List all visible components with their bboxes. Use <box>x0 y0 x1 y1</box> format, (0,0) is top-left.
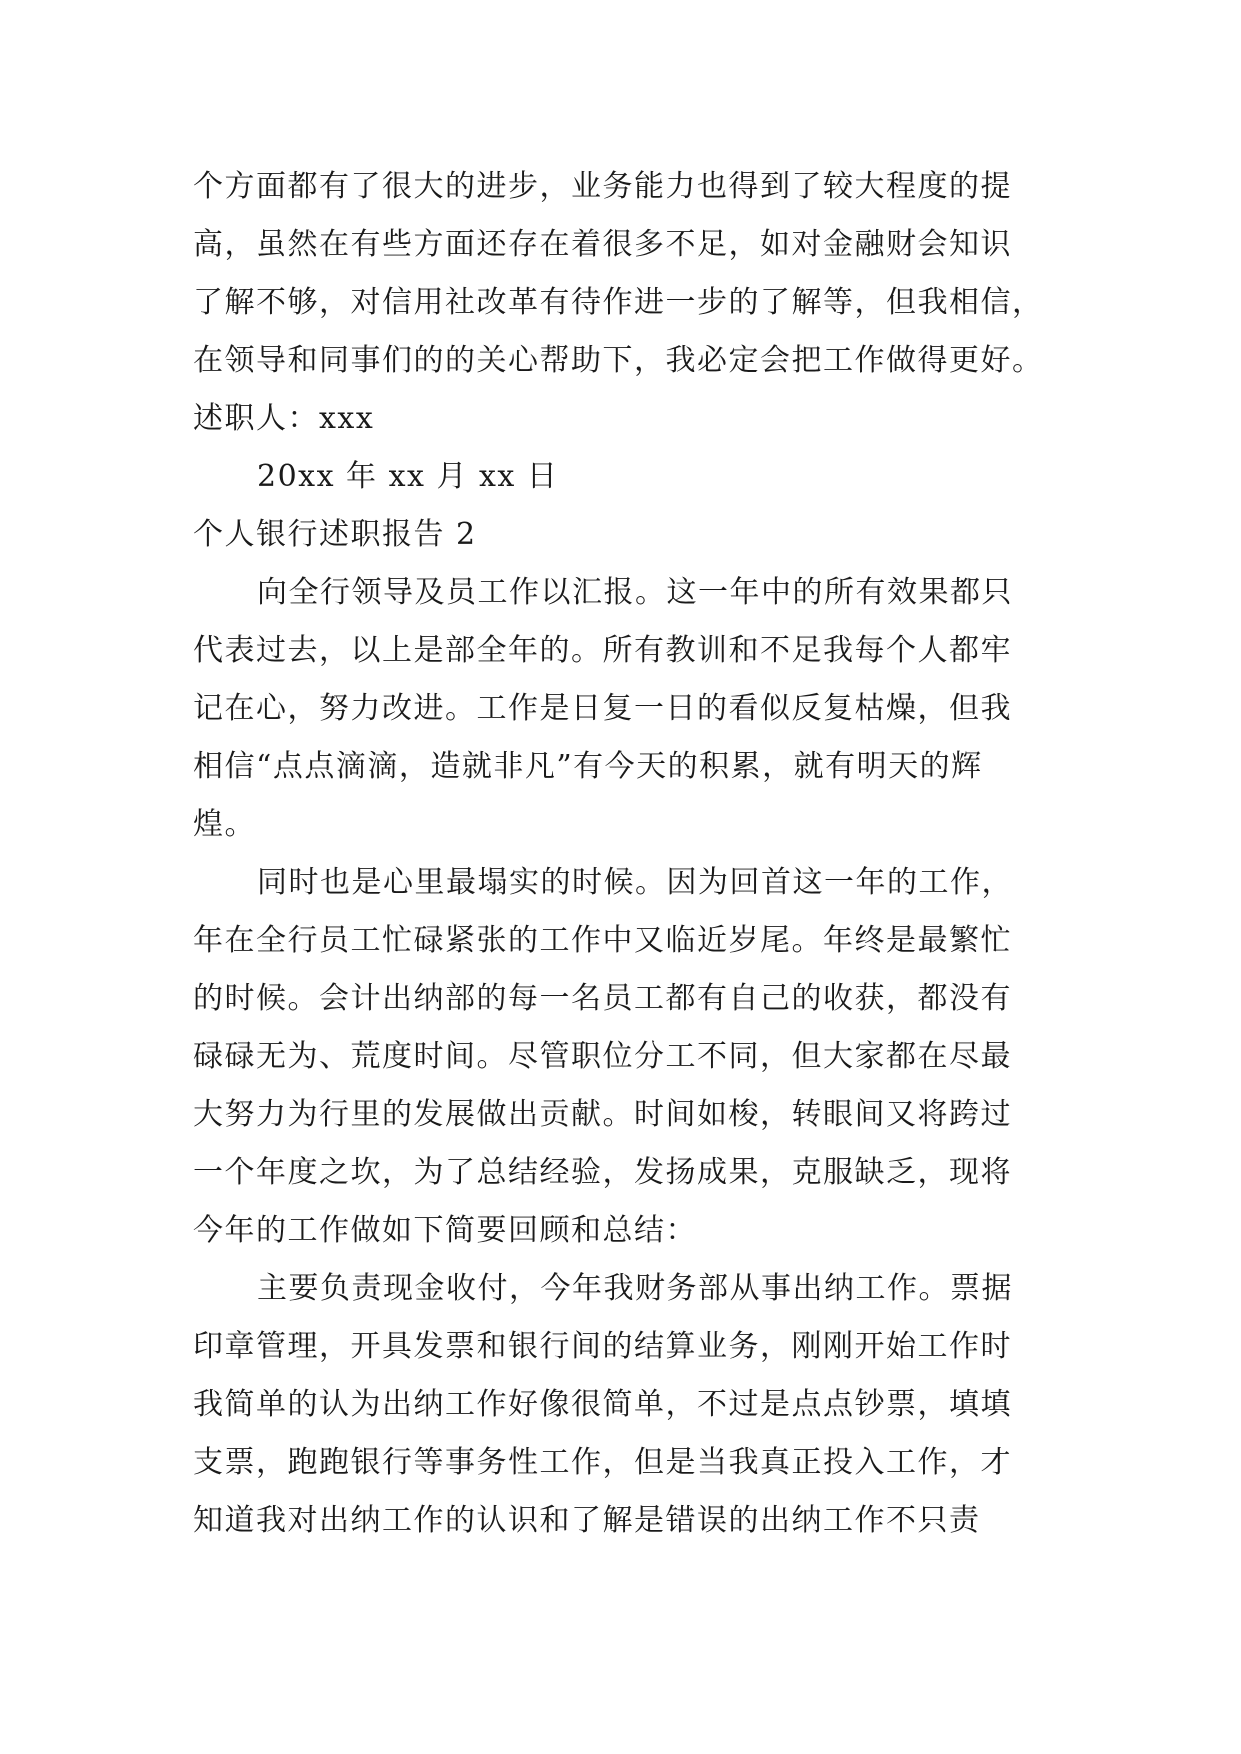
paragraph-line: 相信“点点滴滴，造就非凡”有今天的积累，就有明天的辉 <box>193 749 983 784</box>
section-title: 个人银行述职报告 2 <box>193 517 477 552</box>
paragraph-line: 支票，跑跑银行等事务性工作，但是当我真正投入工作，才 <box>193 1445 1012 1480</box>
paragraph-line: 一个年度之坎，为了总结经验，发扬成果，克服缺乏，现将 <box>193 1155 1012 1190</box>
paragraph-line: 代表过去，以上是部全年的。所有教训和不足我每个人都牢 <box>193 633 1012 668</box>
paragraph-line: 同时也是心里最塌实的时候。因为回首这一年的工作， <box>257 865 1013 900</box>
paragraph-line: 煌。 <box>193 807 256 842</box>
paragraph-line: 个方面都有了很大的进步，业务能力也得到了较大程度的提 <box>193 169 1012 204</box>
paragraph-line: 我简单的认为出纳工作好像很简单，不过是点点钞票，填填 <box>193 1387 1012 1422</box>
paragraph-line: 在领导和同事们的的关心帮助下，我必定会把工作做得更好。 <box>193 343 1044 378</box>
paragraph-line: 知道我对出纳工作的认识和了解是错误的出纳工作不只责 <box>193 1503 981 1538</box>
paragraph-line: 今年的工作做如下简要回顾和总结： <box>193 1213 697 1248</box>
document-body <box>193 158 1053 1550</box>
paragraph-line: 向全行领导及员工作以汇报。这一年中的所有效果都只 <box>257 575 1013 610</box>
paragraph-line: 高，虽然在有些方面还存在着很多不足，如对金融财会知识 <box>193 227 1012 262</box>
paragraph-line: 主要负责现金收付，今年我财务部从事出纳工作。票据 <box>257 1271 1013 1306</box>
paragraph-line: 记在心，努力改进。工作是日复一日的看似反复枯燥，但我 <box>193 691 1012 726</box>
signature-line: 述职人：xxx <box>193 401 375 436</box>
paragraph-line: 的时候。会计出纳部的每一名员工都有自己的收获，都没有 <box>193 981 1012 1016</box>
paragraph-line: 印章管理，开具发票和银行间的结算业务，刚刚开始工作时 <box>193 1329 1012 1364</box>
paragraph-line: 碌碌无为、荒度时间。尽管职位分工不同，但大家都在尽最 <box>193 1039 1012 1074</box>
date-line: 20xx 年 xx 月 xx 日 <box>257 459 559 494</box>
paragraph-line: 大努力为行里的发展做出贡献。时间如梭，转眼间又将跨过 <box>193 1097 1012 1132</box>
paragraph-line: 年在全行员工忙碌紧张的工作中又临近岁尾。年终是最繁忙 <box>193 923 1012 958</box>
paragraph-line: 了解不够，对信用社改革有待作进一步的了解等，但我相信， <box>193 285 1044 320</box>
